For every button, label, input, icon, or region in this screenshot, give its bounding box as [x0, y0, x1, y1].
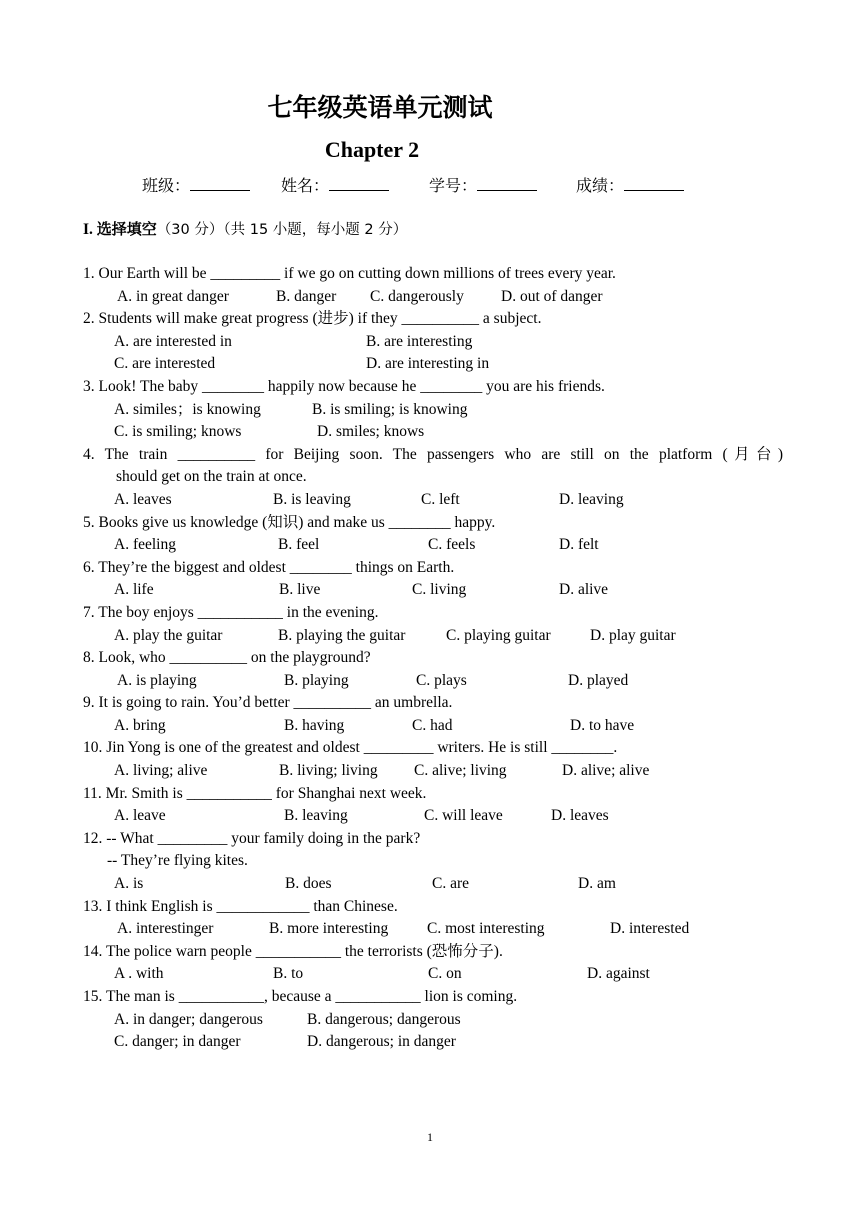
- student-number-field[interactable]: [429, 173, 537, 196]
- answer-option[interactable]: A. life: [114, 581, 154, 599]
- question-stem: 3. Look! The baby ________ happily now because he ________ you are his friends.: [83, 377, 605, 395]
- answer-option[interactable]: D. felt: [559, 536, 599, 554]
- answer-option[interactable]: C. on: [428, 965, 462, 983]
- answer-option[interactable]: D. against: [587, 965, 650, 983]
- question-stem: 8. Look, who __________ on the playground?: [83, 649, 371, 667]
- answer-option[interactable]: C. left: [421, 490, 460, 508]
- answer-option[interactable]: B. are interesting: [366, 332, 473, 350]
- answer-option[interactable]: D. alive; alive: [562, 762, 650, 780]
- answer-option[interactable]: B. to: [273, 965, 304, 983]
- score-field[interactable]: [576, 173, 684, 196]
- answer-option[interactable]: D. dangerous; in danger: [307, 1033, 456, 1051]
- answer-option[interactable]: C. dangerously: [370, 287, 464, 305]
- option-row: [83, 1009, 783, 1032]
- answer-option[interactable]: C. living: [412, 581, 467, 599]
- answer-option[interactable]: A. is playing: [117, 671, 197, 689]
- answer-option[interactable]: D. alive: [559, 581, 609, 599]
- option-row: [83, 489, 783, 512]
- answer-option[interactable]: D. interested: [610, 920, 690, 938]
- answer-option[interactable]: A. leaves: [114, 490, 172, 508]
- option-row: [83, 670, 783, 693]
- student-number-label: 学号：: [429, 176, 478, 195]
- answer-option[interactable]: B. more interesting: [269, 920, 389, 938]
- answer-option[interactable]: C. playing guitar: [446, 626, 551, 644]
- option-row: [83, 534, 783, 557]
- option-row: [83, 873, 783, 896]
- page-title: 七年级英语单元测试: [267, 93, 493, 122]
- page-subtitle: Chapter 2: [324, 137, 420, 162]
- question-stem: 12. -- What _________ your family doing in the park?: [83, 829, 421, 847]
- answer-option[interactable]: C. is smiling; knows: [114, 423, 242, 441]
- section-label: 选择填空: [96, 220, 157, 238]
- section-note: （30 分）（共 15 小题，每小题 2 分）: [156, 222, 408, 238]
- answer-option[interactable]: A. play the guitar: [114, 626, 223, 644]
- answer-option[interactable]: C. are: [432, 875, 470, 893]
- answer-option[interactable]: B. playing: [284, 671, 349, 689]
- section-number: I.: [83, 221, 93, 238]
- student-number-blank[interactable]: [477, 176, 537, 191]
- answer-option[interactable]: A . with: [114, 965, 164, 983]
- option-row: [83, 286, 783, 309]
- question-stem: 9. It is going to rain. You’d better __________ an umbrella.: [83, 694, 453, 712]
- section-heading: [83, 218, 407, 239]
- question-stem: 1. Our Earth will be _________ if we go on cutting down millions of trees every year.: [83, 265, 616, 282]
- answer-option[interactable]: D. leaving: [559, 490, 624, 508]
- name-label: 姓名：: [281, 176, 330, 195]
- name-blank[interactable]: [329, 176, 389, 191]
- answer-option[interactable]: B. feel: [278, 536, 320, 554]
- answer-option[interactable]: A. is: [114, 875, 144, 893]
- answer-option[interactable]: D. are interesting in: [366, 355, 490, 373]
- option-row: [83, 963, 783, 986]
- answer-option[interactable]: D. am: [578, 875, 616, 893]
- answer-option[interactable]: B. living; living: [279, 762, 378, 780]
- question-list: [83, 263, 783, 1054]
- answer-option[interactable]: B. dangerous; dangerous: [307, 1010, 461, 1028]
- option-row: [83, 918, 783, 941]
- answer-option[interactable]: D. to have: [570, 716, 635, 734]
- option-row: [83, 760, 783, 783]
- question-stem: 4. The train __________ for Beijing soon. The passengers who are still on the platform (月台): [83, 445, 783, 463]
- answer-option[interactable]: C. alive; living: [414, 762, 507, 780]
- answer-option[interactable]: B. live: [279, 581, 321, 599]
- question-stem: 11. Mr. Smith is ___________ for Shanghai next week.: [83, 784, 427, 802]
- question-stem: 5. Books give us knowledge (知识) and make us ________ happy.: [83, 513, 496, 531]
- answer-option[interactable]: A. in great danger: [117, 287, 229, 305]
- question-stem: 14. The police warn people ___________ the terrorists (恐怖分子).: [83, 942, 503, 960]
- page-number: 1: [427, 1130, 433, 1144]
- answer-option[interactable]: A. are interested in: [114, 332, 232, 350]
- answer-option[interactable]: C. feels: [428, 536, 476, 554]
- option-row: [83, 353, 783, 376]
- class-blank[interactable]: [190, 176, 250, 191]
- question-stem: 15. The man is ___________, because a ___________ lion is coming.: [83, 988, 518, 1005]
- score-blank[interactable]: [624, 176, 684, 191]
- option-row: [83, 805, 783, 828]
- answer-option[interactable]: B. is leaving: [273, 490, 351, 508]
- score-label: 成绩：: [576, 176, 625, 195]
- answer-option[interactable]: C. danger; in danger: [114, 1033, 241, 1051]
- answer-option[interactable]: A. bring: [114, 716, 166, 734]
- answer-option[interactable]: D. smiles; knows: [317, 423, 425, 441]
- class-label: 班级：: [142, 176, 191, 195]
- question-stem: -- They’re flying kites.: [107, 852, 248, 870]
- answer-option[interactable]: B. playing the guitar: [278, 626, 406, 644]
- answer-option[interactable]: A. in danger; dangerous: [114, 1010, 263, 1028]
- answer-option[interactable]: B. does: [285, 875, 332, 893]
- answer-option[interactable]: A. interestinger: [117, 920, 214, 938]
- answer-option[interactable]: B. having: [284, 716, 345, 734]
- name-field[interactable]: [281, 173, 389, 196]
- answer-option[interactable]: D. play guitar: [590, 626, 676, 644]
- answer-option[interactable]: B. leaving: [284, 807, 348, 825]
- option-row: [83, 1031, 783, 1054]
- answer-option[interactable]: D. played: [568, 671, 629, 689]
- question-stem: should get on the train at once.: [116, 468, 307, 486]
- answer-option[interactable]: C. had: [412, 716, 453, 734]
- option-row: [83, 579, 783, 602]
- question-stem: 2. Students will make great progress (进步) if they __________ a subject.: [83, 310, 542, 328]
- question-stem: 7. The boy enjoys ___________ in the evening.: [83, 603, 379, 621]
- option-row: [83, 421, 783, 444]
- answer-option[interactable]: C. plays: [416, 671, 467, 689]
- class-field[interactable]: [142, 173, 250, 196]
- answer-option[interactable]: A. similes；is knowing: [114, 400, 261, 418]
- option-row: [83, 625, 783, 648]
- option-row: [83, 399, 783, 422]
- answer-option[interactable]: C. are interested: [114, 355, 216, 373]
- answer-option[interactable]: D. leaves: [551, 807, 609, 825]
- option-row: [83, 715, 783, 738]
- answer-option[interactable]: A. feeling: [114, 536, 176, 554]
- answer-option[interactable]: B. danger: [276, 287, 337, 305]
- answer-option[interactable]: B. is smiling; is knowing: [312, 400, 468, 418]
- answer-option[interactable]: C. most interesting: [427, 920, 545, 938]
- answer-option[interactable]: A. leave: [114, 807, 166, 825]
- answer-option[interactable]: A. living; alive: [114, 762, 208, 780]
- question-stem: 6. They’re the biggest and oldest ________ things on Earth.: [83, 558, 455, 576]
- option-row: [83, 331, 783, 354]
- question-stem: 10. Jin Yong is one of the greatest and oldest _________ writers. He is still ________.: [83, 739, 618, 757]
- question-stem: 13. I think English is ____________ than Chinese.: [83, 897, 398, 915]
- answer-option[interactable]: D. out of danger: [501, 287, 603, 305]
- answer-option[interactable]: C. will leave: [424, 807, 503, 825]
